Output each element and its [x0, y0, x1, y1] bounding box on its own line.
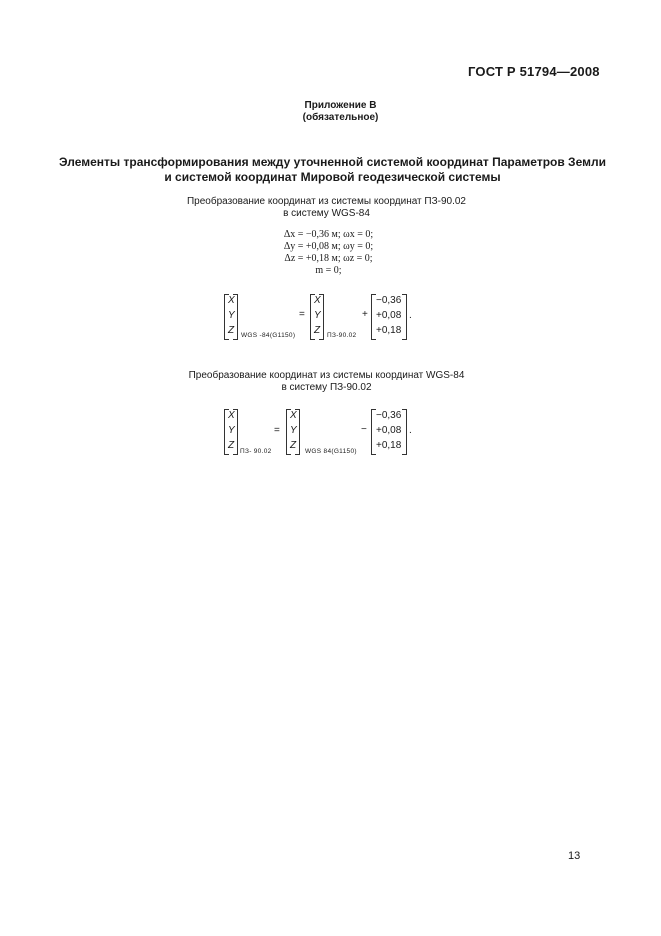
rhs-subscript: WGS 84(G1150): [305, 448, 357, 455]
rhs-subscript: ПЗ-90.02: [327, 332, 357, 339]
equals-sign: =: [299, 309, 305, 320]
rhs-x: X: [290, 410, 297, 421]
appendix-label: Приложение В: [304, 100, 377, 111]
matrix-bracket-rhs: [286, 409, 300, 455]
section-title-line2: и системой координат Мировой геодезической системы: [164, 170, 501, 184]
param-dz: Δz = +0,18 м; ωz = 0;: [284, 253, 373, 264]
minus-sign: −: [361, 424, 367, 435]
lhs-x: X: [228, 410, 235, 421]
lhs-x: X: [228, 295, 235, 306]
param-dx: Δx = −0,36 м; ωx = 0;: [283, 229, 374, 240]
appendix-status: (обязательное): [302, 112, 379, 123]
lhs-z: Z: [228, 440, 235, 451]
lhs-subscript: ПЗ- 90.02: [240, 448, 272, 455]
lhs-y: Y: [228, 425, 235, 436]
equals-sign: =: [274, 425, 280, 436]
shift-y: +0,08: [376, 425, 402, 436]
shift-z: +0,18: [376, 440, 402, 451]
lhs-z: Z: [228, 325, 235, 336]
shift-x: −0,36: [376, 295, 402, 306]
lhs-subscript: WGS -84(G1150): [241, 332, 296, 339]
matrix-bracket-rhs: [310, 294, 324, 340]
equation-end: .: [409, 310, 412, 321]
rhs-y: Y: [314, 310, 321, 321]
standard-code: ГОСТ Р 51794—2008: [468, 64, 600, 79]
param-m: m = 0;: [315, 265, 342, 276]
lhs-y: Y: [228, 310, 235, 321]
section2-heading-line2: в систему ПЗ-90.02: [281, 382, 372, 393]
rhs-z: Z: [290, 440, 297, 451]
matrix-bracket-shift: [371, 294, 407, 340]
section2-heading-line1: Преобразование координат из системы координат WGS-84: [188, 370, 465, 381]
matrix-bracket-lhs: [224, 294, 238, 340]
rhs-y: Y: [290, 425, 297, 436]
matrix-bracket-shift: [371, 409, 407, 455]
rhs-x: X: [314, 295, 321, 306]
section1-heading-line1: Преобразование координат из системы координат ПЗ-90.02: [186, 196, 466, 207]
equation-end: .: [409, 425, 412, 436]
section-title-line1: Элементы трансформирования между уточненной системой координат Параметров Земли: [59, 155, 606, 169]
section1-heading-line2: в систему WGS-84: [283, 208, 370, 219]
param-dy: Δy = +0,08 м; ωy = 0;: [283, 241, 374, 252]
matrix-bracket-lhs: [224, 409, 238, 455]
page-number: 13: [568, 850, 581, 862]
rhs-z: Z: [314, 325, 321, 336]
plus-sign: +: [362, 309, 368, 320]
shift-y: +0,08: [376, 310, 402, 321]
shift-z: +0,18: [376, 325, 402, 336]
shift-x: −0,36: [376, 410, 402, 421]
